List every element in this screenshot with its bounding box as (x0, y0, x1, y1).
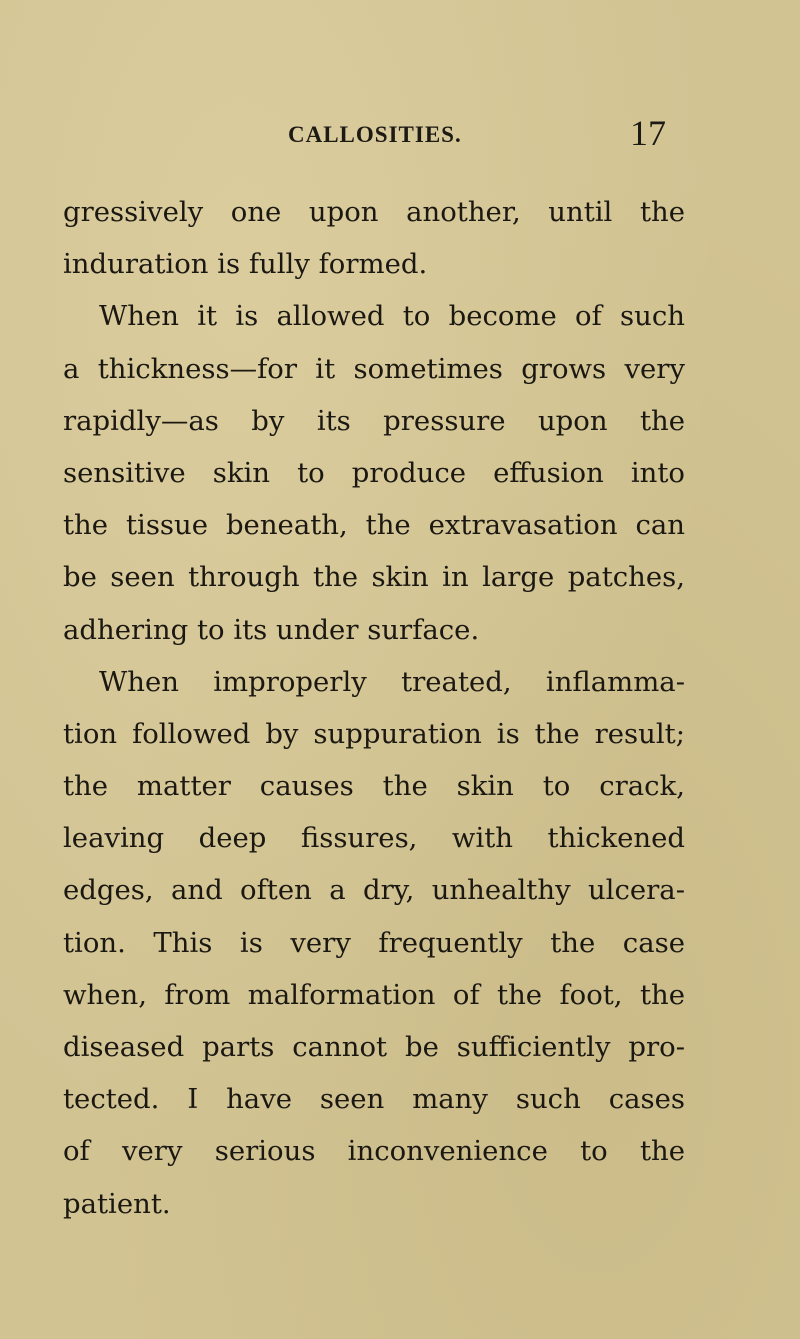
text-line: When it is allowed to become of such (99, 300, 685, 333)
running-head (0, 112, 800, 152)
running-title: CALLOSITIES. (288, 122, 462, 147)
text-line: of very serious inconvenience to the (63, 1135, 685, 1168)
text-line: the tissue beneath, the extravasation can (63, 509, 685, 542)
text-line: diseased parts cannot be sufficiently pro- (63, 1031, 685, 1063)
text-line: rapidly—as by its pressure upon the (63, 404, 685, 437)
text-line: a thickness—for it sometimes grows very (63, 352, 685, 385)
text-line: sensitive skin to produce effusion into (63, 456, 685, 489)
text-line: When improperly treated, inflamma- (99, 665, 685, 698)
text-line: gressively one upon another, until the (63, 196, 685, 228)
text-line: tected. I have seen many such cases (63, 1083, 685, 1116)
text-line: the matter causes the skin to crack, (63, 770, 685, 803)
text-line: tion followed by suppuration is the result; (63, 717, 685, 750)
text-line: induration is fully formed. (63, 248, 428, 281)
text-line: leaving deep fissures, with thickened (63, 822, 685, 855)
text-line: when, from malformation of the foot, the (63, 978, 685, 1011)
text-line: patient. (63, 1187, 171, 1220)
text-line: adhering to its under surface. (63, 613, 480, 646)
body-text (63, 186, 685, 1230)
text-line: tion. This is very frequently the case (63, 926, 685, 959)
text-line: edges, and often a dry, unhealthy ulcera- (63, 874, 685, 907)
page-number: 17 (630, 113, 666, 153)
text-line: be seen through the skin in large patches, (63, 561, 685, 594)
